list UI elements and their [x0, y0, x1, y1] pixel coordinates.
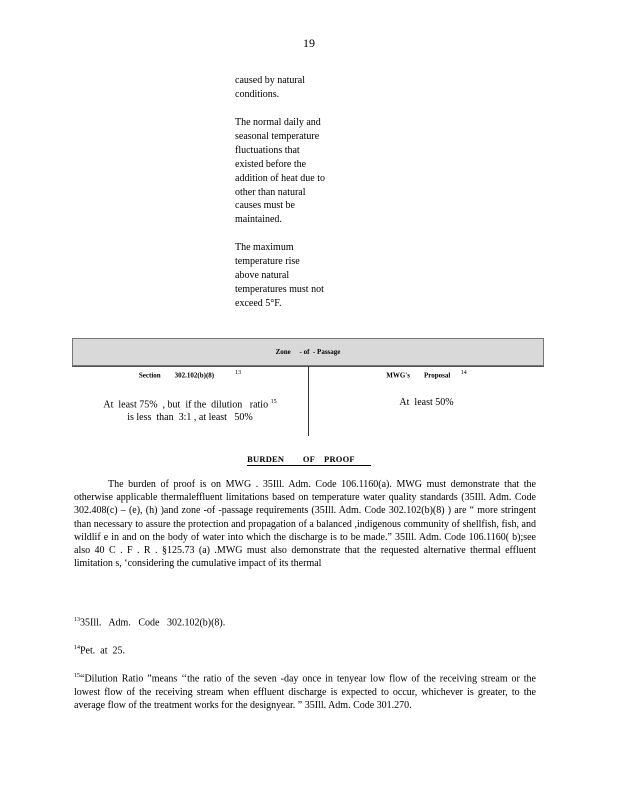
- footnote-number: 14: [74, 645, 80, 651]
- footnote-text: “Dilution Ratio ”means ‘‘the ratio of the seven -day once in tenyear low flow of the receiving stream or the lowest flow of the receiving stream when effluent discharge is expected to occur, whichever is greater, to the average flow of the treatment works for the designyear. ” 35Ill. Adm. Code 301.270.: [74, 673, 536, 711]
- section-title: [0, 454, 618, 464]
- cell-line-1: At least 75% , but if the dilution ratio: [103, 399, 269, 411]
- page-number: 19: [303, 36, 315, 50]
- column-paragraph-1: caused by natural conditions.: [235, 75, 305, 100]
- column-paragraph-2: The normal daily and seasonal temperature fluctuations that existed before the addition of heat due to other than natural causes must be maintained.: [235, 117, 325, 226]
- column-heading-section: [72, 370, 308, 379]
- footnote-15: [74, 670, 536, 712]
- footnote-text: Pet. at 25.: [80, 645, 125, 657]
- footnote-text: 35Ill. Adm. Code 302.102(b)(8).: [80, 617, 226, 629]
- footnote-number: 13: [74, 617, 80, 623]
- column-paragraph-3: The maximum temperature rise above natural temperatures must not exceed 5°F.: [235, 242, 324, 309]
- section-title-text: BURDEN OF PROOF: [247, 454, 371, 466]
- footnote-ref-13: 13: [235, 370, 242, 376]
- body-paragraph: [74, 478, 536, 570]
- cell-line-2: is less than 3:1 , at least 50%: [127, 412, 253, 424]
- body-paragraph-text: The burden of proof is on MWG . 35Ill. Adm. Code 106.1160(a). MWG must demonstrate that the otherwise applicable thermaleffluent limitations based on temperature water quality standards (35Ill. Adm. Code 302.408(c) – (e), (h) )and zone -of -passage requirements (35Ill. Adm. Code 302.102(b)(8) ) are “ more stringent than necessary to assure the protection and propagation of a balanced ,indigenous community of shellfish, fish, and wildlif e in and on the body of water into which the discharge is to be made.” 35Ill. Adm. Code 106.1160( b);see also 40 C . F . R . §125.73 (a) .MWG must also demonstrate that the requested alternative thermal effluent limitation s, ‘considering the cumulative impact of its thermal: [74, 479, 536, 570]
- table-header: [72, 338, 544, 366]
- footnote-number: 15: [74, 673, 80, 679]
- table-cell-proposal: At least 50%: [399, 397, 454, 408]
- table-cell-section: [72, 396, 308, 424]
- footnote-14: [74, 642, 536, 658]
- column-heading-proposal: [309, 370, 544, 379]
- table-header-label: Zone - of - Passage: [275, 348, 341, 356]
- footnote-ref-15: 15: [270, 399, 277, 405]
- column-heading-proposal-label: MWG's Proposal: [386, 371, 451, 380]
- footnote-13: [74, 614, 536, 630]
- footnote-ref-14: 14: [460, 370, 467, 376]
- column-heading-section-label: Section 302.102(b)(8): [138, 371, 215, 380]
